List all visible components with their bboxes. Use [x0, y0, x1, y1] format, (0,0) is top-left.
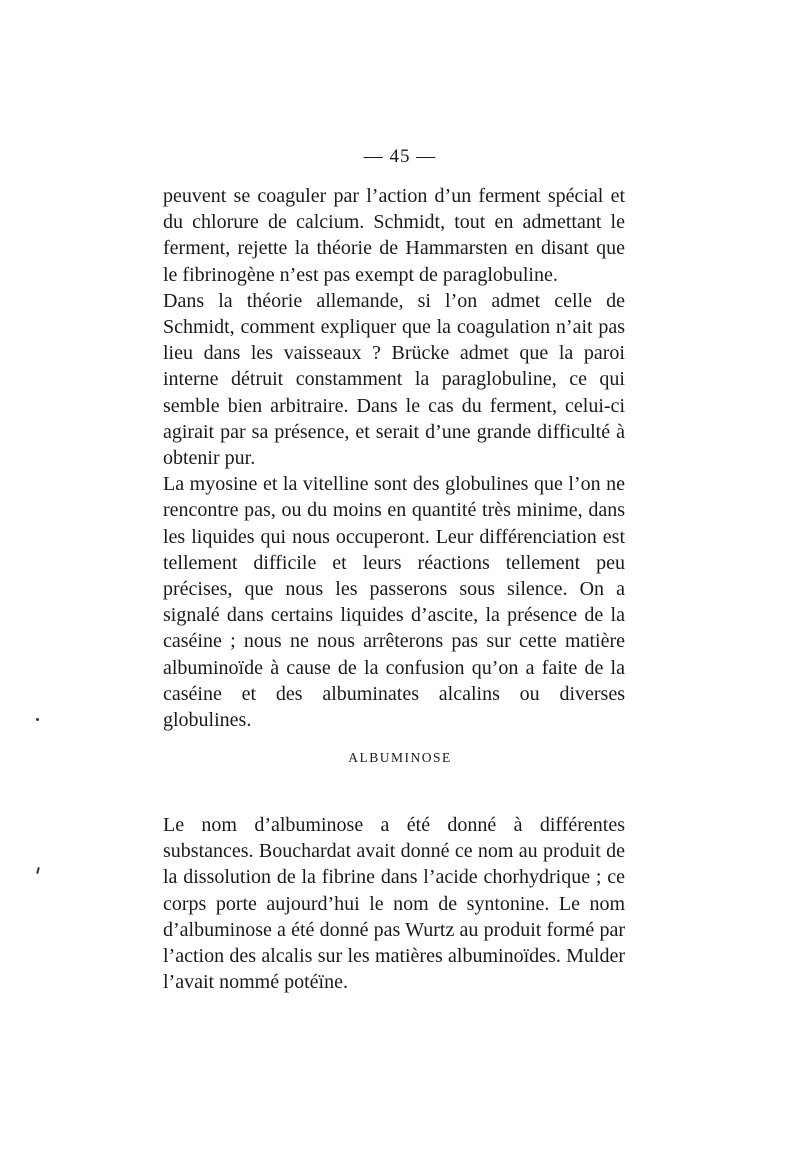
body-text-top	[163, 183, 625, 733]
scan-mark	[36, 867, 40, 874]
paragraph-2: Dans la théorie allemande, si l’on admet celle de Schmidt, comment expliquer que la coagulation n’ait pas lieu dans les vaisseaux ? Brücke admet que la paroi interne détruit constamment la paraglobuline, ce qui semble bien arbitraire. Dans le cas du ferment, celui-ci agirait par sa présence, et serait d’une grande difficulté à obtenir pur.	[163, 289, 625, 470]
section-heading: ALBUMINOSE	[348, 750, 452, 765]
page-number: — 45 —	[363, 146, 437, 167]
section-paragraph: Le nom d’albuminose a été donné à différentes substances. Bouchardat avait donné ce nom au produit de la dissolution de la fibrine dans l’acide chorhydrique ; ce corps porte aujourd’hui le nom de syntonine. Le nom d’albuminose a été donné pas Wurtz au produit formé par l’action des alcalis sur les matières albuminoïdes. Mulder l’avait nommé potéïne.	[163, 814, 625, 994]
paragraph-3: La myosine et la vitelline sont des globulines que l’on ne rencontre pas, ou du moins en quantité très minime, dans les liquides qui nous occuperont. Leur différenciation est tellement difficile et leurs réactions tellement peu précises, que nous les passerons sous silence. On a signalé dans certains liquides d’ascite, la présence de la caséine ; nous ne nous arrêterons pas sur cette matière albuminoïde à cause de la confusion qu’on a faite de la caséine et des albuminates alcalins ou diverses globulines.	[163, 473, 625, 732]
paragraph-1: peuvent se coaguler par l’action d’un ferment spécial et du chlorure de calcium. Schmidt, tout en admettant le ferment, rejette la théorie de Hammarsten en disant que le fibrinogène n’est pas exempt de paraglobuline.	[163, 185, 625, 286]
scan-speck	[36, 718, 39, 721]
body-text-section	[163, 812, 625, 995]
